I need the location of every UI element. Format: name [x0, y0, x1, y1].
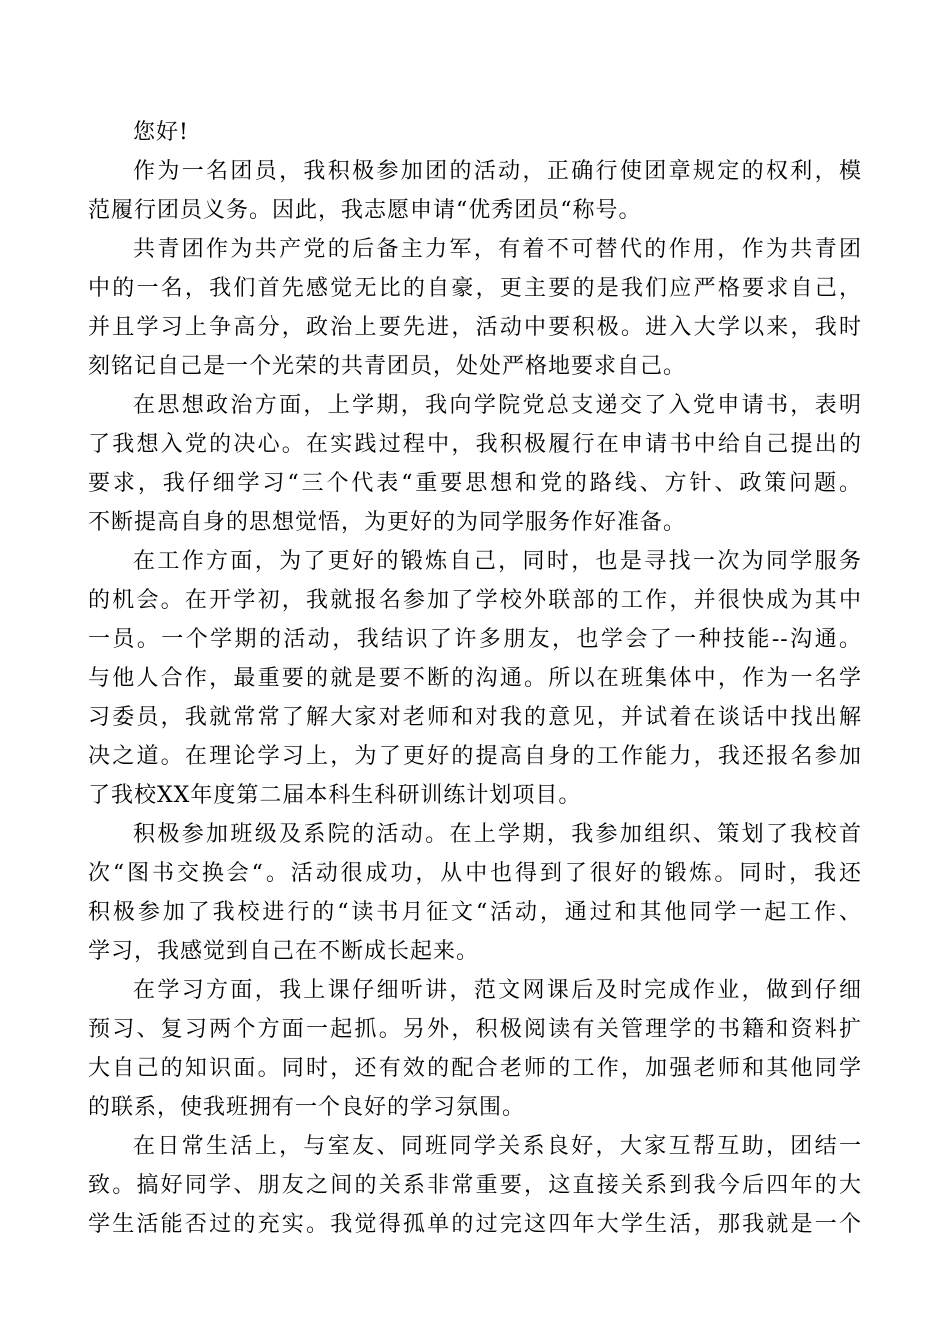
paragraph-line: 并且学习上争高分，政治上要先进，活动中要积极。进入大学以来，我时 [88, 315, 862, 340]
paragraph-line: 中的一名，我们首先感觉无比的自豪，更主要的是我们应严格要求自己， [88, 276, 862, 301]
paragraph-line: 的联系，使我班拥有一个良好的学习氛围。 [88, 1095, 526, 1120]
paragraph-5 [88, 815, 862, 971]
paragraph-line: 在思想政治方面，上学期，我向学院党总支递交了入党申请书，表明 [133, 393, 862, 418]
paragraph-line: 预习、复习两个方面一起抓。另外，积极阅读有关管理学的书籍和资料扩 [88, 1017, 862, 1042]
paragraph-line: 刻铭记自己是一个光荣的共青团员，处处严格地要求自己。 [88, 354, 687, 379]
paragraph-line: 大自己的知识面。同时，还有效的配合老师的工作，加强老师和其他同学 [88, 1056, 862, 1081]
paragraph-line: 习委员，我就常常了解大家对老师和对我的意见，并试着在谈话中找出解 [88, 705, 862, 730]
paragraph-line: 次“图书交换会“。活动很成功，从中也得到了很好的锻炼。同时，我还 [88, 861, 862, 886]
paragraph-line: 一员。一个学期的活动，我结识了许多朋友，也学会了一种技能--沟通。 [88, 627, 862, 652]
paragraph-line: 的机会。在开学初，我就报名参加了学校外联部的工作，并很快成为其中 [88, 588, 862, 613]
paragraph-2 [88, 230, 862, 386]
greeting-text: 您好! [133, 120, 189, 145]
paragraph-line: 积极参加了我校进行的“读书月征文“活动，通过和其他同学一起工作、 [88, 900, 862, 925]
paragraph-line: 不断提高自身的思想觉悟，为更好的为同学服务作好准备。 [88, 510, 687, 535]
paragraph-line: 积极参加班级及系院的活动。在上学期，我参加组织、策划了我校首 [133, 822, 862, 847]
paragraph-line: 与他人合作，最重要的就是要不断的沟通。所以在班集体中，作为一名学 [88, 666, 862, 691]
paragraph-line: 要求，我仔细学习“三个代表“重要思想和党的路线、方针、政策问题。 [88, 471, 862, 496]
document-page [88, 113, 862, 1244]
paragraph-1 [88, 152, 862, 230]
paragraph-line: 共青团作为共产党的后备主力军，有着不可替代的作用，作为共青团 [133, 237, 862, 262]
paragraph-line: 作为一名团员，我积极参加团的活动，正确行使团章规定的权利，模 [133, 159, 862, 184]
paragraph-line: 范履行团员义务。因此，我志愿申请“优秀团员“称号。 [88, 198, 642, 223]
greeting [88, 113, 862, 152]
paragraph-line: 在学习方面，我上课仔细听讲，范文网课后及时完成作业，做到仔细 [133, 978, 862, 1003]
paragraph-line: 学习，我感觉到自己在不断成长起来。 [88, 939, 480, 964]
paragraph-3 [88, 386, 862, 542]
paragraph-line: 在工作方面，为了更好的锻炼自己，同时，也是寻找一次为同学服务 [133, 549, 862, 574]
paragraph-4 [88, 542, 862, 815]
paragraph-line: 致。搞好同学、朋友之间的关系非常重要，这直接关系到我今后四年的大 [88, 1173, 862, 1198]
paragraph-line: 了我想入党的决心。在实践过程中，我积极履行在申请书中给自己提出的 [88, 432, 862, 457]
paragraph-line: 在日常生活上，与室友、同班同学关系良好，大家互帮互助，团结一 [133, 1134, 862, 1159]
paragraph-line: 了我校XX年度第二届本科生科研训练计划项目。 [88, 783, 582, 808]
paragraph-line: 学生活能否过的充实。我觉得孤单的过完这四年大学生活，那我就是一个 [88, 1212, 862, 1237]
paragraph-7 [88, 1127, 862, 1244]
paragraph-6 [88, 971, 862, 1127]
paragraph-line: 决之道。在理论学习上，为了更好的提高自身的工作能力，我还报名参加 [88, 744, 862, 769]
